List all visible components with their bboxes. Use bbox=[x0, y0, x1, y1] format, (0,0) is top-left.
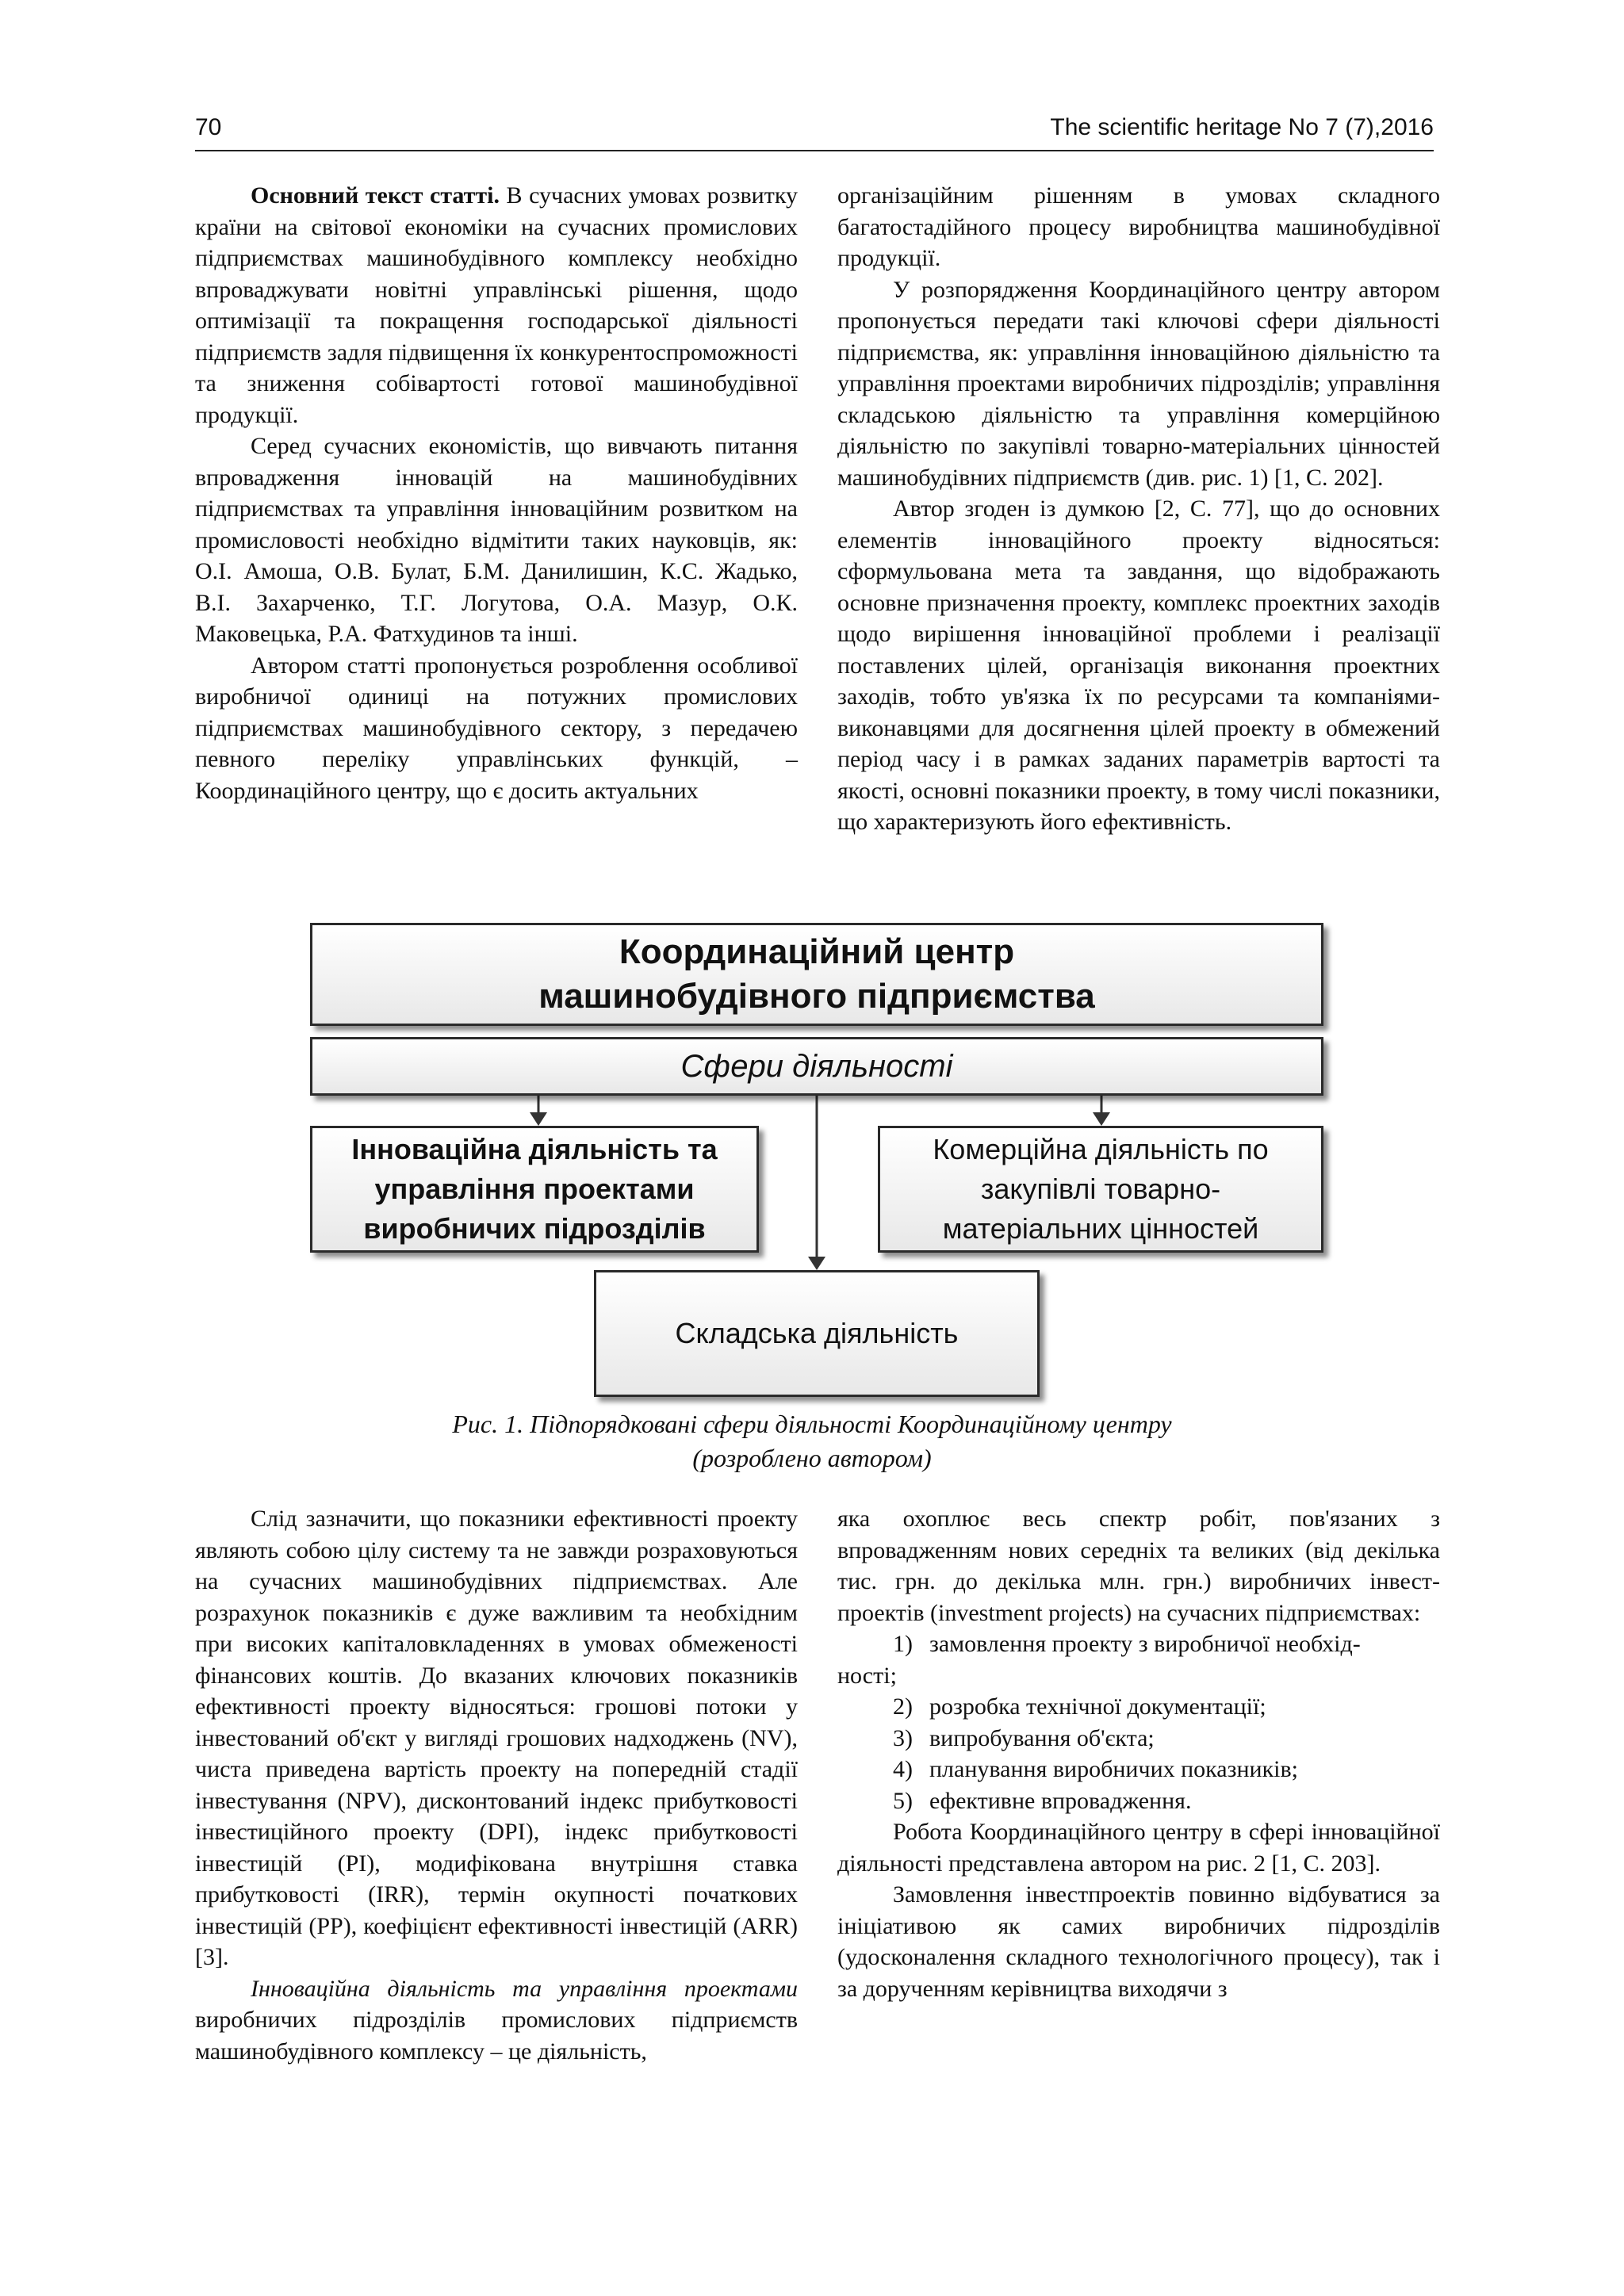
box-line: машинобудівного підприємства bbox=[538, 977, 1095, 1016]
box-line: виробничих підрозділів bbox=[363, 1212, 706, 1245]
commercial-box bbox=[878, 1126, 1323, 1253]
caption-line: Рис. 1. Підпорядковані сфери діяльності Координаційному центру bbox=[452, 1410, 1172, 1438]
figure-caption bbox=[195, 1407, 1429, 1475]
spheres-box: Сфери діяльності bbox=[310, 1037, 1323, 1096]
paragraph bbox=[195, 1973, 798, 2068]
paragraph: яка охоплює весь спектр робіт, пов'язаних з впровадженням нових середніх та великих (від декілька тис. грн. до декілька млн. грн.) виробничих інвест-проектів (investment projects) на сучасних підприємствах: bbox=[837, 1506, 1440, 1626]
list-text: замовлення проекту з виробничої необхід- bbox=[929, 1631, 1361, 1657]
list-item bbox=[837, 1723, 1440, 1755]
box-line: закупівлі товарно- bbox=[980, 1173, 1221, 1205]
list-continuation: ності; bbox=[837, 1662, 897, 1689]
paragraph: Автором статті пропонується розроблення особливої виробничої одиниці на потужних промислових підприємствах машинобудівного сектору, з передачею певного переліку управлінських функцій, – Координаційного центру, що є досить актуальних bbox=[195, 652, 798, 804]
box-line: Інноваційна діяльність та bbox=[351, 1133, 718, 1165]
list-item bbox=[837, 1691, 1440, 1723]
lead-bold: Основний текст статті. bbox=[251, 182, 500, 209]
column-right-top bbox=[837, 180, 1440, 838]
box-line: Координаційний центр bbox=[619, 932, 1015, 971]
paragraph-text: В сучасних умовах розвитку країни на світової економіки на сучасних промислових підприємствах машинобудівного комплексу необхідно впроваджувати новітні управлінські рішення, щодо оптимізації та покращення господарської діяльності підприємств задля підвищення їх конкурентоспроможності та зниження собівартості готової машинобудівної продукції. bbox=[195, 182, 798, 428]
paragraph-text: виробничих підрозділів промислових підприємств машинобудівного комплексу – це діяльність, bbox=[195, 2007, 798, 2064]
box-line: управління проектами bbox=[374, 1173, 695, 1205]
column-left-bottom bbox=[195, 1503, 798, 2067]
list-number: 3) bbox=[893, 1724, 913, 1751]
list-number: 4) bbox=[893, 1756, 913, 1782]
coordination-center-box bbox=[310, 923, 1323, 1026]
paragraph: Робота Координаційного центру в сфері інноваційної діяльності представлена автором на рис. 2 [1, С. 203]. bbox=[837, 1819, 1440, 1877]
list-text: розробка технічної документації; bbox=[929, 1693, 1266, 1720]
paragraph: Слід зазначити, що показники ефективності проекту являють собою цілу систему та не завжди розраховуються на сучасних машинобудівних підприємствах. Але розрахунок показників є дуже важливим та необхідним при високих капіталовкладеннях в умовах обмеженості фінансових коштів. До вказаних ключових показників ефективності проекту відносяться: грошові потоки у інвестований об'єкт у вигляді грошових надходжень (NV), чиста приведена вартість проекту на попередній стадії інвестування (NPV), дисконтований індекс прибутковості інвестиційного проекту (DPI), індекс прибутковості інвестицій (PI), модифікована внутрішня ставка прибутковості (IRR), термін окупності початкових інвестицій (PP), коефіцієнт ефективності інвестицій (ARR) [3]. bbox=[195, 1506, 798, 1970]
column-left-top bbox=[195, 180, 798, 806]
list-item bbox=[837, 1785, 1440, 1817]
list-number: 5) bbox=[893, 1787, 913, 1814]
paragraph bbox=[195, 180, 798, 430]
list-item bbox=[837, 1754, 1440, 1785]
paragraph: У розпорядження Координаційного центру автором пропонується передати такі ключові сфери діяльності підприємства, як: управління інноваційною діяльністю та управління проектами виробничих підрозділів; управління складською діяльністю та управління комерційною діяльністю по закупівлі товарно-матеріальних цінностей машинобудівних підприємств (див. рис. 1) [1, С. 202]. bbox=[837, 276, 1440, 491]
italic-term: Інноваційна діяльність та управління проектами bbox=[251, 1975, 798, 2002]
list-number: 1) bbox=[893, 1631, 913, 1657]
page-number: 70 bbox=[195, 114, 222, 140]
box-line: матеріальних цінностей bbox=[942, 1212, 1259, 1245]
list-text: планування виробничих показників; bbox=[929, 1756, 1298, 1782]
list-text: ефективне впровадження. bbox=[929, 1787, 1192, 1814]
list-number: 2) bbox=[893, 1693, 913, 1720]
column-right-bottom bbox=[837, 1503, 1440, 2004]
header-rule bbox=[195, 150, 1434, 151]
paragraph: організаційним рішенням в умовах складного багатостадійного процесу виробництва машинобудівної продукції. bbox=[837, 182, 1440, 271]
caption-line: (розроблено автором) bbox=[692, 1444, 932, 1472]
innovation-box bbox=[310, 1126, 759, 1253]
box-line: Комерційна діяльність по bbox=[933, 1133, 1269, 1165]
paragraph: Замовлення інвестпроектів повинно відбуватися за ініціативою як самих виробничих підрозділів (удосконалення складного технологічного процесу), так і за дорученням керівництва виходячи з bbox=[837, 1881, 1440, 2002]
list-item bbox=[837, 1628, 1440, 1660]
paragraph: Автор згоден із думкою [2, С. 77], що до основних елементів інноваційного проекту відносяться: сформульована мета та завдання, що відображають основне призначення проекту, комплекс проектних заходів щодо вирішення інноваційної проблеми і реалізації поставлених цілей, організація виконання проектних заходів, тобто ув'язка їх по ресурсами та компаніями-виконавцями для досягнення цілей проекту в обмежений період часу і в рамках заданих параметрів вартості та якості, основні показники проекту, в тому числі показники, що характеризують його ефективність. bbox=[837, 496, 1440, 835]
journal-title: The scientific heritage No 7 (7),2016 bbox=[1050, 114, 1434, 140]
storage-box: Складська діяльність bbox=[594, 1270, 1040, 1397]
list-text: випробування об'єкта; bbox=[929, 1724, 1155, 1751]
paragraph: Серед сучасних економістів, що вивчають питання впровадження інновацій на машинобудівних підприємствах та управління інноваційним розвитком на промисловості необхідно відмітити таких науковців, як: О.І. Амоша, О.В. Булат, Б.М. Данилишин, К.С. Жадько, В.І. Захарченко, Т.Г. Логутова, О.А. Мазур, О.К. Маковецька, Р.А. Фатхудинов та інші. bbox=[195, 433, 798, 647]
